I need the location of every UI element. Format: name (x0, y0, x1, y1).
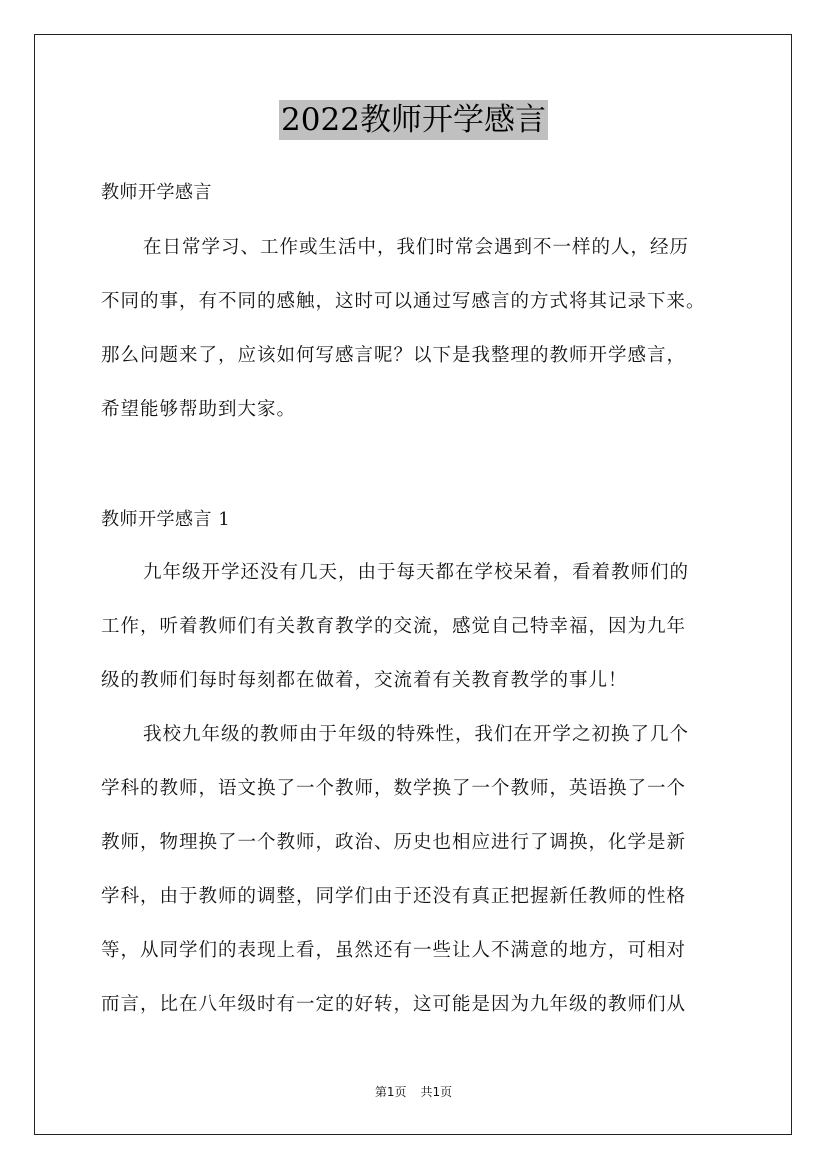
paragraph-line: 工作，听着教师们有关教育教学的交流，感觉自己特幸福，因为九年 (101, 616, 687, 637)
paragraph-line: 在日常学习、工作或生活中，我们时常会遇到不一样的人，经历 (143, 237, 690, 258)
paragraph-line: 学科的教师，语文换了一个教师，数学换了一个教师，英语换了一个 (101, 778, 687, 799)
paragraph-line: 我校九年级的教师由于年级的特殊性，我们在开学之初换了几个 (143, 724, 690, 745)
section1-paragraph-2 (101, 708, 741, 1032)
intro-paragraph (101, 221, 741, 437)
document-title: 2022教师开学感言 (281, 102, 546, 138)
page-total: 共1页 (420, 1085, 453, 1099)
paragraph-line: 希望能够帮助到大家。 (101, 399, 297, 420)
page-number: 第1页 (374, 1085, 407, 1099)
paragraph-line: 九年级开学还没有几天，由于每天都在学校呆着，看着教师们的 (143, 562, 690, 583)
section1-paragraph-1 (101, 546, 741, 708)
paragraph-line: 学科，由于教师的调整，同学们由于还没有真正把握新任教师的性格 (101, 886, 687, 907)
section1-heading: 教师开学感言 1 (101, 509, 231, 530)
paragraph-line: 不同的事，有不同的感触，这时可以通过写感言的方式将其记录下来。 (101, 291, 706, 312)
paragraph-line: 等，从同学们的表现上看，虽然还有一些让人不满意的地方，可相对 (101, 940, 687, 961)
paragraph-line: 而言，比在八年级时有一定的好转，这可能是因为九年级的教师们从 (101, 994, 687, 1015)
page-footer (0, 1084, 827, 1100)
intro-heading: 教师开学感言 (101, 182, 212, 203)
paragraph-line: 级的教师们每时每刻都在做着，交流着有关教育教学的事儿！ (101, 670, 628, 691)
paragraph-line: 教师，物理换了一个教师，政治、历史也相应进行了调换，化学是新 (101, 832, 687, 853)
title-container (0, 100, 827, 140)
paragraph-line: 那么问题来了，应该如何写感言呢？以下是我整理的教师开学感言， (101, 345, 687, 366)
